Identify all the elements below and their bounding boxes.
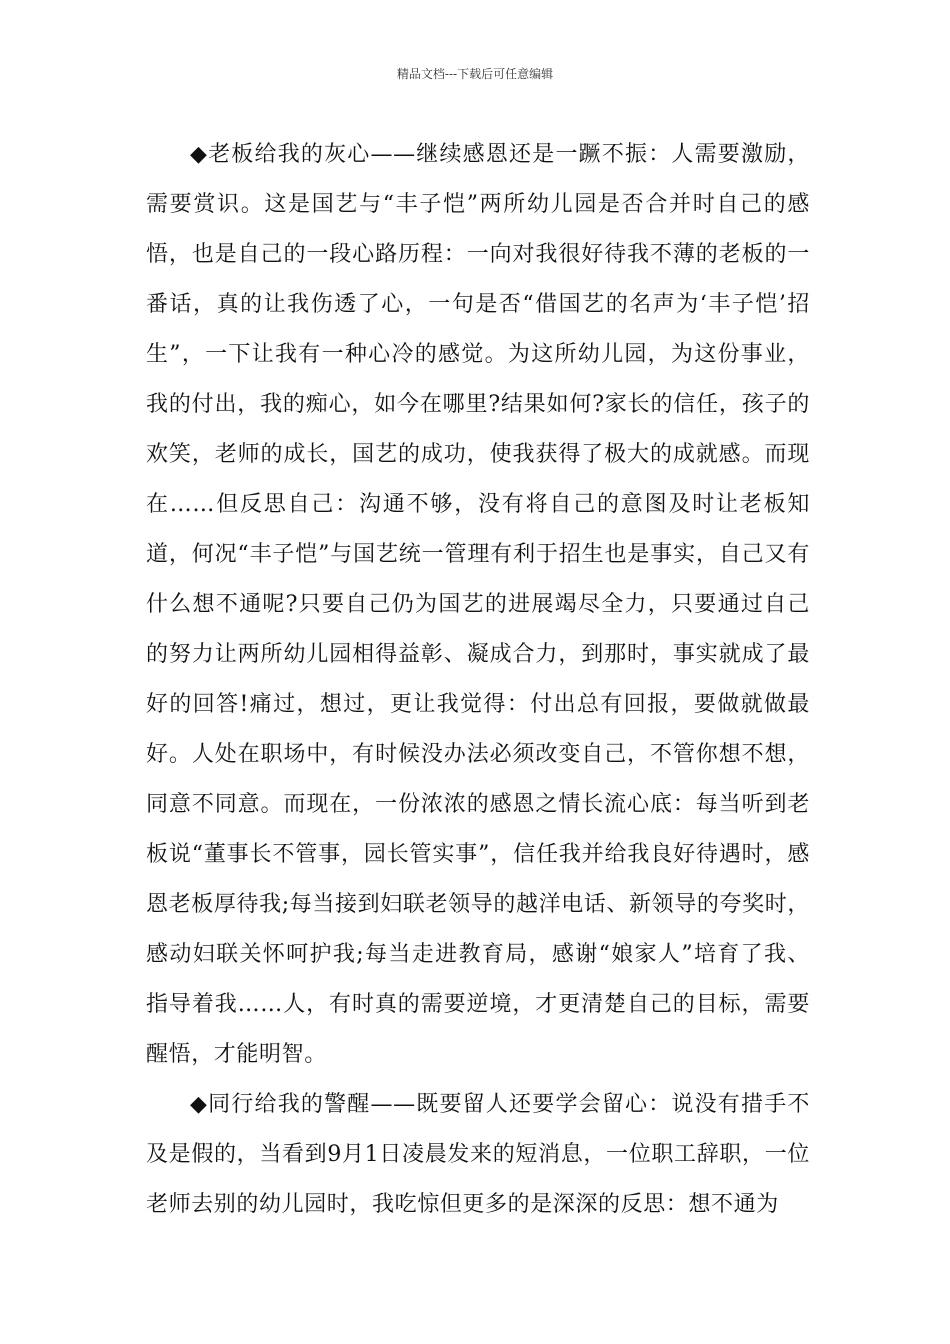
paragraph-peers: ◆同行给我的警醒——既要留人还要学会留心：说没有措手不及是假的，当看到9月1日凌晨发来的短消息，一位职工辞职，一位老师去别的幼儿园时，我吃惊但更多的是深深的反思：想不通为	[146, 1092, 810, 1217]
document-body	[146, 130, 810, 1230]
page-header: 精品文档---下载后可任意编辑	[396, 67, 554, 81]
paragraph-boss: ◆老板给我的灰心——继续感恩还是一蹶不振：人需要激励，需要赏识。这是国艺与“丰子恺”两所幼儿园是否合并时自己的感悟，也是自己的一段心路历程：一向对我很好待我不薄的老板的一番话，真的让我伤透了心，一句是否“借国艺的名声为‘丰子恺’招生”，一下让我有一种心冷的感觉。为这所幼儿园，为这份事业，我的付出，我的痴心，如今在哪里?结果如何?家长的信任，孩子的欢笑，老师的成长，国艺的成功，使我获得了极大的成就感。而现在……但反思自己：沟通不够，没有将自己的意图及时让老板知道，何况“丰子恺”与国艺统一管理有利于招生也是事实，自己又有什么想不通呢?只要自己仍为国艺的进展竭尽全力，只要通过自己的努力让两所幼儿园相得益彰、凝成合力，到那时，事实就成了最好的回答!痛过，想过，更让我觉得：付出总有回报，要做就做最好。人处在职场中，有时候没办法必须改变自己，不管你想不想，同意不同意。而现在，一份浓浓的感恩之情长流心底：每当听到老板说“董事长不管事，园长管实事”，信任我并给我良好待遇时，感恩老板厚待我;每当接到妇联老领导的越洋电话、新领导的夸奖时，感动妇联关怀呵护我;每当走进教育局，感谢“娘家人”培育了我、指导着我……人，有时真的需要逆境，才更清楚自己的目标，需要醒悟，才能明智。	[146, 142, 810, 1067]
